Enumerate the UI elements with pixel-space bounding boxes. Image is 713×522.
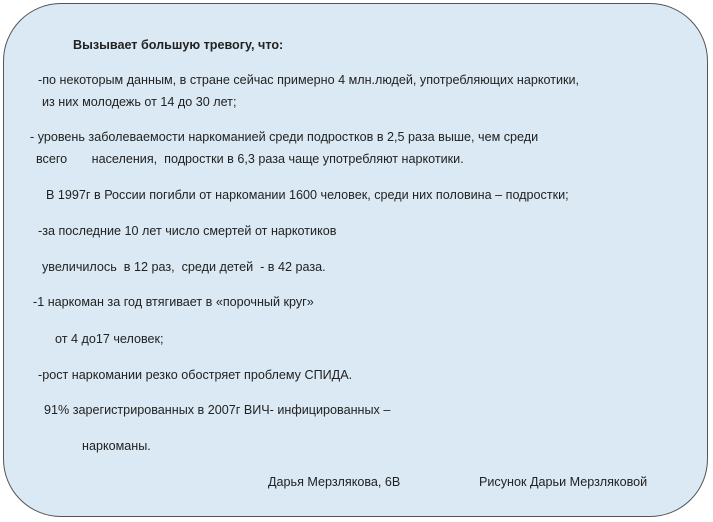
paragraph-1-line-2: из них молодежь от 14 до 30 лет;: [42, 95, 237, 109]
paragraph-4-line-2: увеличилось в 12 раз, среди детей - в 42 раза.: [42, 260, 326, 274]
paragraph-2-line-1: - уровень заболеваемости наркоманией среди подростков в 2,5 раза выше, чем среди: [30, 130, 539, 144]
paragraph-5-line-2: от 4 до17 человек;: [55, 332, 164, 346]
paragraph-4-line-1: -за последние 10 лет число смертей от наркотиков: [38, 224, 337, 238]
paragraph-3-line-1: В 1997г в России погибли от наркомании 1600 человек, среди них половина – подростки;: [46, 188, 569, 202]
paragraph-5-line-1: -1 наркоман за год втягивает в «порочный круг»: [33, 295, 314, 309]
paragraph-2-line-2: всего населения, подростки в 6,3 раза чаще употребляют наркотики.: [36, 152, 464, 166]
paragraph-6-line-1: -рост наркомании резко обостряет проблему СПИДА.: [38, 368, 353, 382]
drawing-credit: Рисунок Дарьи Мерзляковой: [479, 475, 648, 489]
author-credit: Дарья Мерзлякова, 6В: [268, 475, 401, 489]
paragraph-7-line-1: 91% зарегистрированных в 2007г ВИЧ- инфицированных –: [44, 403, 391, 417]
paragraph-7-line-2: наркоманы.: [82, 439, 151, 453]
paragraph-1-line-1: -по некоторым данным, в стране сейчас примерно 4 млн.людей, употребляющих наркотики,: [38, 73, 580, 87]
heading: Вызывает большую тревогу, что:: [73, 38, 284, 52]
